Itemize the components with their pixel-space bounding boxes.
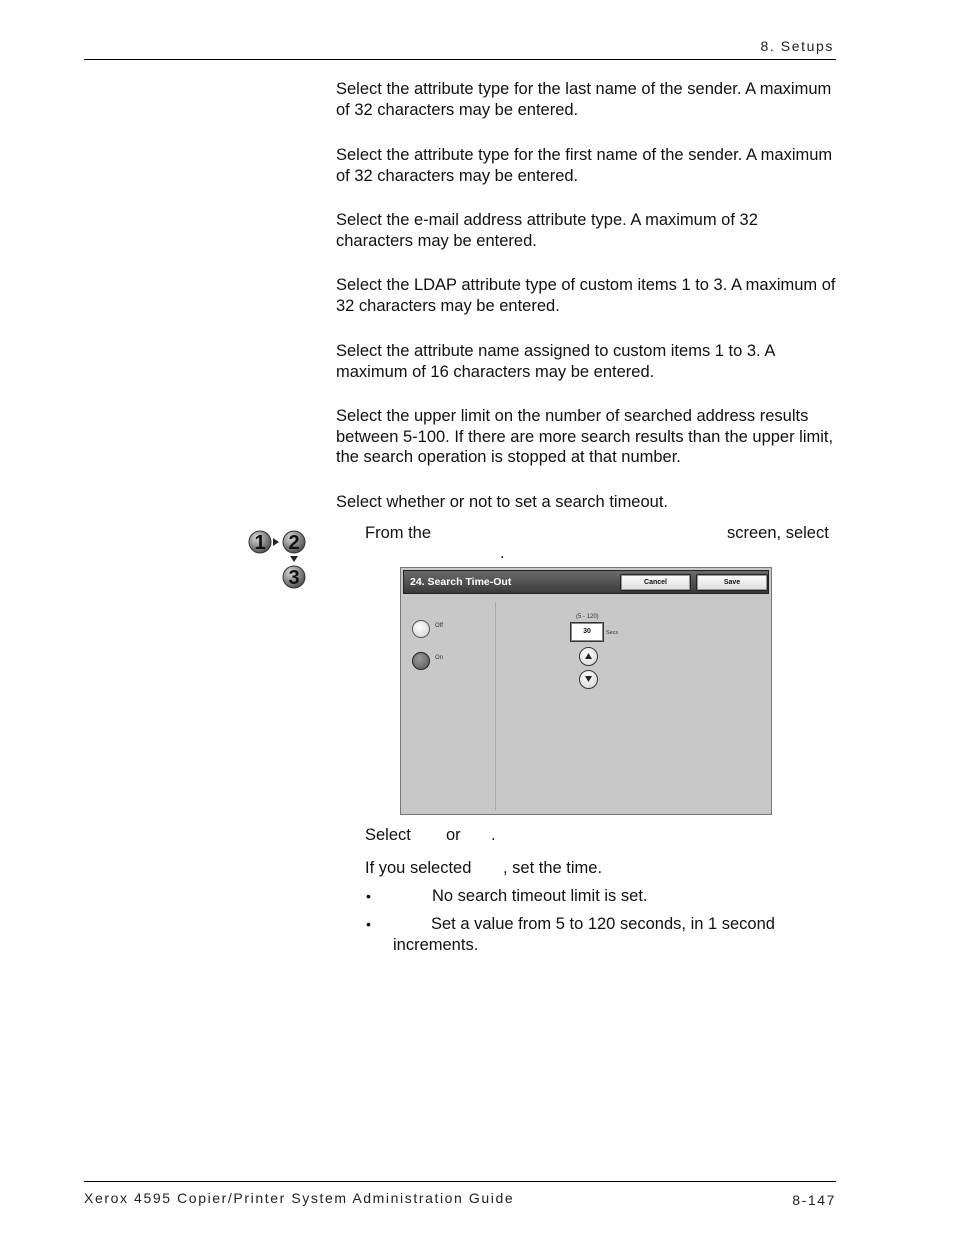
on-radio-label: On	[435, 655, 444, 661]
step2-select: Select	[365, 826, 411, 844]
decrease-button[interactable]	[579, 670, 598, 689]
step3-set-the-time: , set the time.	[503, 859, 603, 877]
down-arrow-icon	[584, 675, 593, 683]
up-arrow-icon	[584, 652, 593, 660]
cancel-button[interactable]: Cancel	[620, 574, 691, 591]
range-label: (5 - 120)	[576, 614, 599, 620]
search-timeout-screen	[400, 567, 772, 815]
timeout-value-field[interactable]: 30	[570, 622, 604, 642]
step2-or: or	[446, 826, 461, 844]
paragraph-email: Select the e-mail address attribute type. A maximum of 32 characters may be entered.	[336, 211, 758, 250]
increase-button[interactable]	[579, 647, 598, 666]
step2-period: .	[491, 826, 496, 844]
bullet-marker: •	[366, 888, 371, 904]
screen-title: 24. Search Time-Out	[410, 576, 512, 588]
off-radio-label: Off	[435, 623, 443, 629]
page-number: 8-147	[792, 1192, 836, 1208]
paragraph-custom-type: Select the LDAP attribute type of custom items 1 to 3. A maximum of 32 characters may be entered.	[336, 276, 836, 315]
unit-label: Secs	[606, 630, 619, 636]
step-number: 2	[288, 532, 300, 554]
paragraph-first-name: Select the attribute type for the first name of the sender. A maximum of 32 characters may be entered.	[336, 146, 833, 185]
bullet-on-text: Set a value from 5 to 120 seconds, in 1 second	[431, 915, 775, 933]
step3-if-you-selected: If you selected	[365, 859, 472, 877]
bullet-on-text-cont: increments.	[393, 936, 479, 954]
footer-title: Xerox 4595 Copier/Printer System Administration Guide	[84, 1190, 515, 1206]
step-number: 3	[288, 567, 300, 589]
on-radio-button[interactable]	[412, 652, 430, 670]
bullet-off-text: No search timeout limit is set.	[432, 887, 648, 905]
bullet-marker: •	[366, 916, 371, 932]
paragraph-custom-name: Select the attribute name assigned to custom items 1 to 3. A maximum of 16 characters may be entered.	[336, 342, 775, 381]
running-header: 8. Setups	[760, 38, 834, 54]
step1-screen-select: screen, select	[727, 524, 829, 542]
paragraph-search-timeout: Select whether or not to set a search timeout.	[336, 493, 669, 511]
paragraph-max-results: Select the upper limit on the number of searched address results between 5-100. If there are more search results than the upper limit, the search operation is stopped at that number.	[336, 407, 834, 466]
step1-period: .	[500, 544, 505, 562]
panel-divider	[495, 602, 496, 810]
save-button[interactable]: Save	[696, 574, 768, 591]
paragraph-last-name: Select the attribute type for the last name of the sender. A maximum of 32 characters may be entered.	[336, 80, 832, 119]
footer-rule	[84, 1181, 836, 1182]
screen-title-bar	[403, 570, 769, 594]
header-rule	[84, 59, 836, 60]
off-radio-button[interactable]	[412, 620, 430, 638]
step1-from-the: From the	[365, 524, 432, 542]
step-number: 1	[254, 532, 266, 554]
steps-1-2-3-icon	[248, 528, 310, 592]
